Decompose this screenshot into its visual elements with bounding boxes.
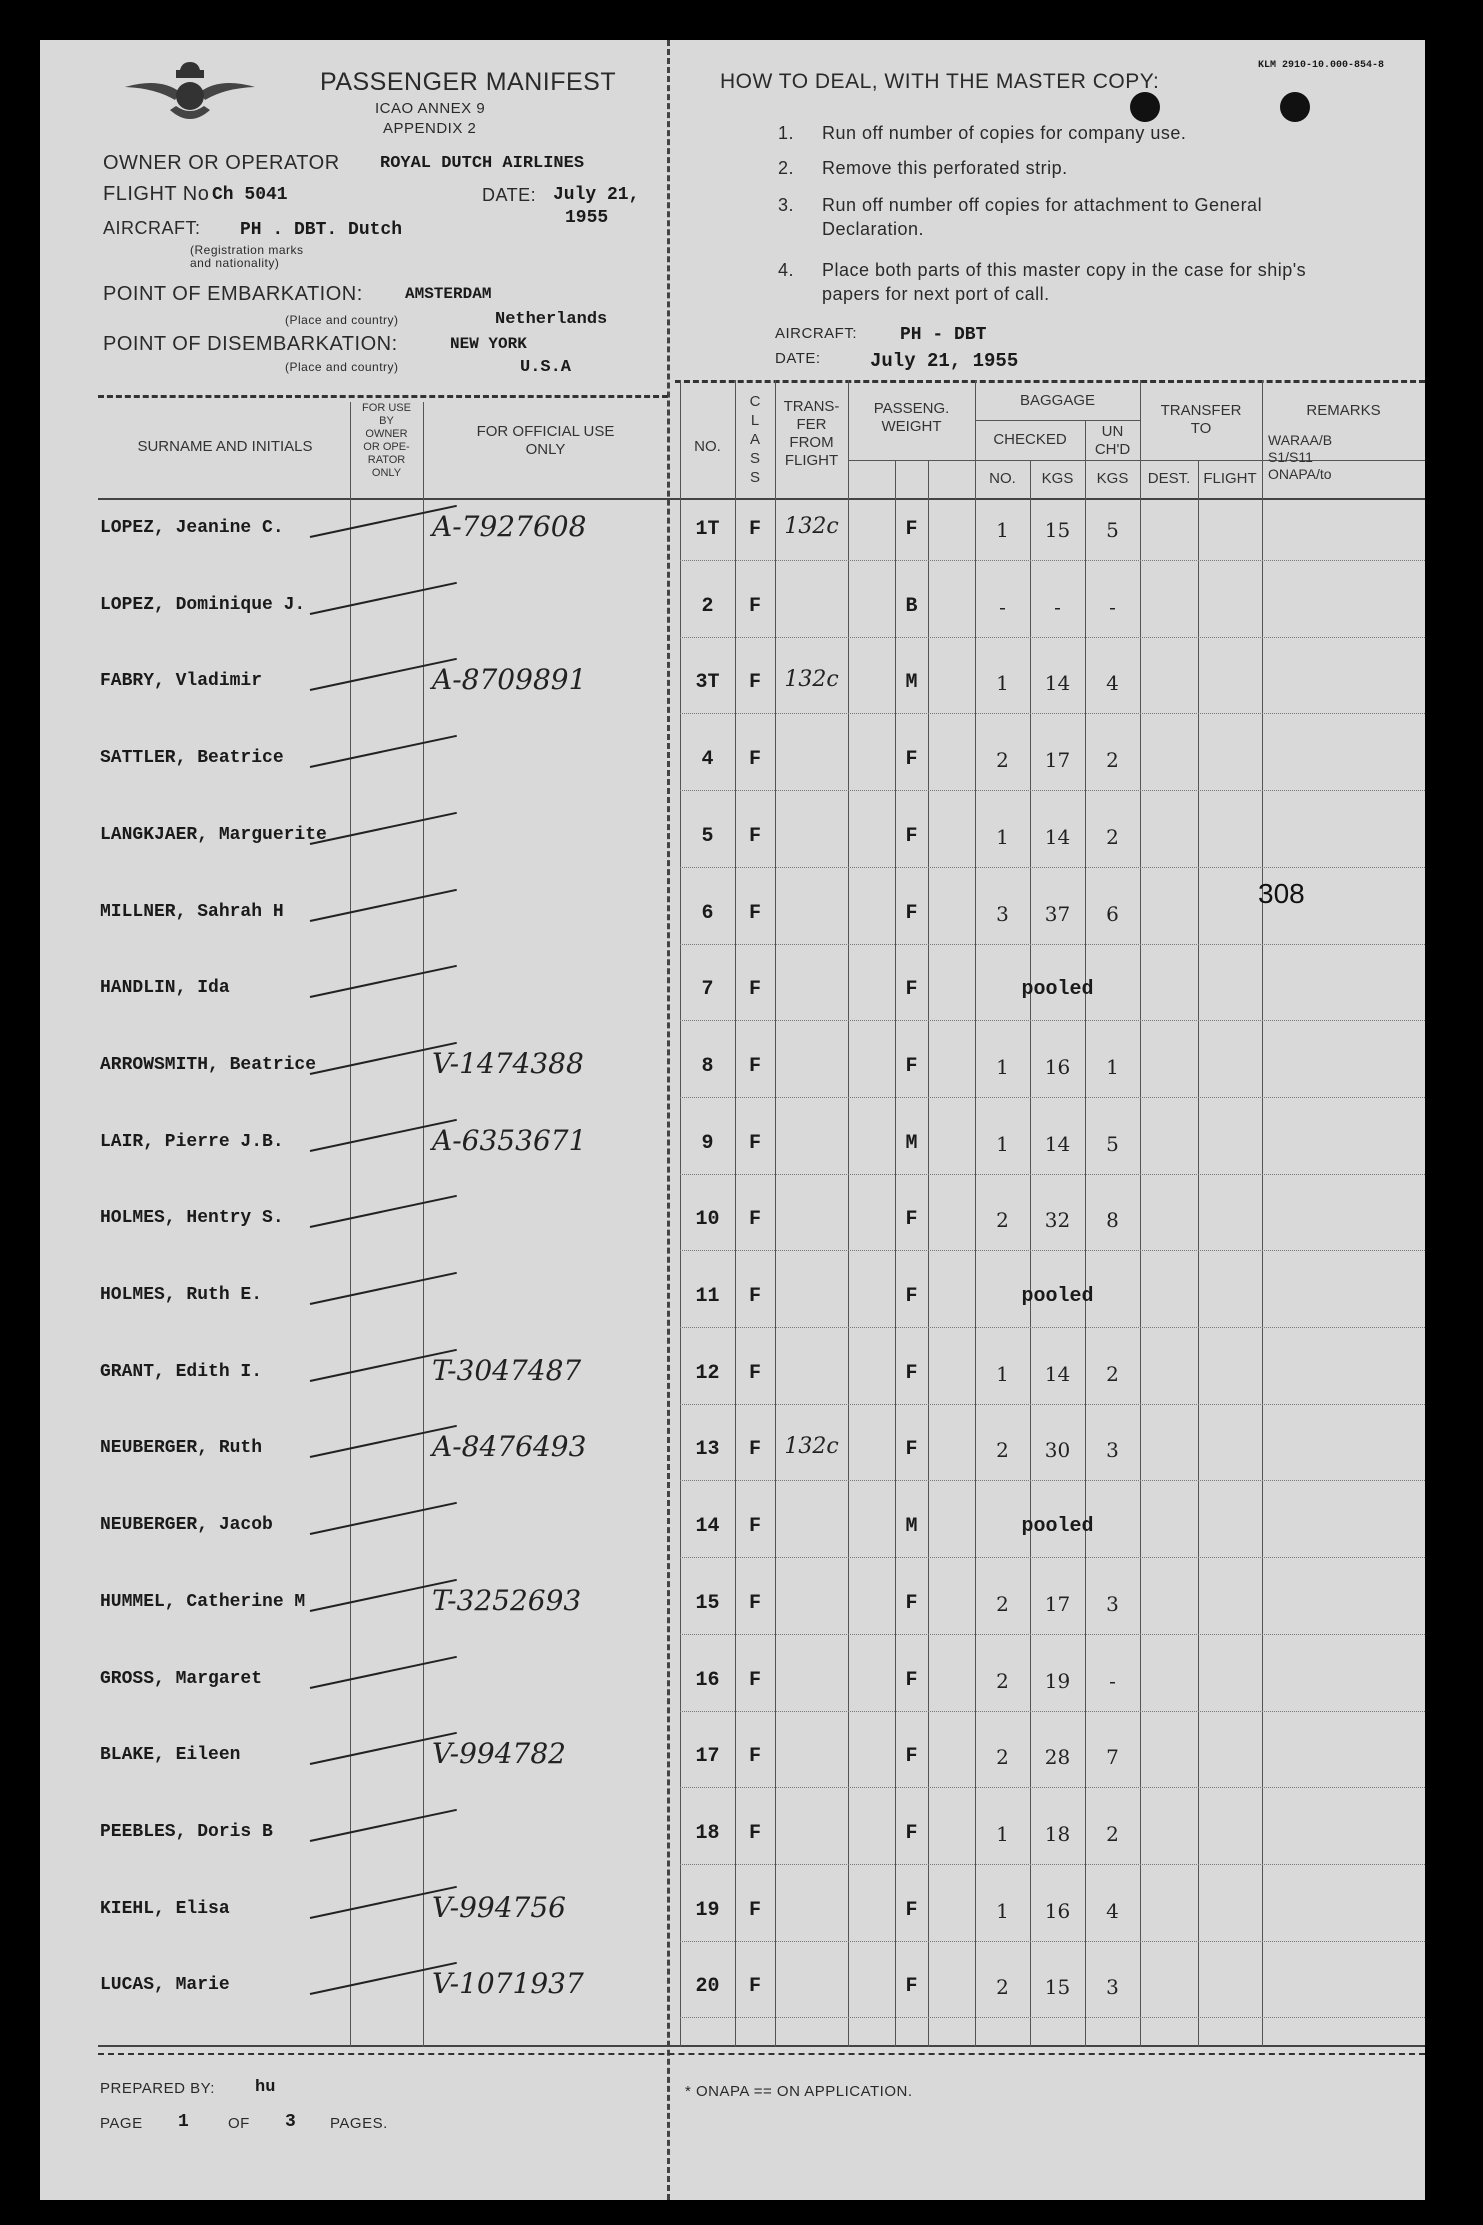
passenger-number: 1T [695, 518, 720, 541]
right-date-value: July 21, 1955 [870, 350, 1019, 372]
embark-label: POINT OF EMBARKATION: [103, 283, 363, 305]
row-rule [680, 1404, 1425, 1405]
passenger-name: BLAKE, Eileen [100, 1745, 241, 1765]
passenger-number: 5 [701, 825, 714, 848]
passenger-sex: F [905, 1362, 918, 1385]
baggage-count: 2 [996, 1208, 1009, 1232]
baggage-kgs: 28 [1044, 1745, 1071, 1769]
col-unchd-kgs: KGS [1096, 470, 1129, 487]
passenger-name: MILLNER, Sahrah H [100, 902, 284, 922]
baggage-kgs: 17 [1044, 748, 1071, 772]
baggage-kgs: 17 [1044, 1592, 1071, 1616]
baggage-kgs: 19 [1044, 1669, 1071, 1693]
disembark-value: NEW YORK [450, 335, 527, 353]
passenger-class: F [748, 1362, 761, 1385]
official-passport-number: V-1071937 [432, 1967, 584, 2000]
passenger-class: F [748, 1132, 761, 1155]
check-tick-mark [310, 812, 457, 845]
passenger-name: GROSS, Margaret [100, 1669, 263, 1689]
official-passport-number: A-8709891 [432, 663, 587, 696]
date-value-2: 1955 [565, 208, 609, 228]
unchecked-kgs: 3 [1106, 1438, 1119, 1462]
passenger-class: F [748, 748, 761, 771]
manifest-title: PASSENGER MANIFEST [320, 68, 617, 96]
passenger-sex: F [905, 1438, 918, 1461]
unchecked-kgs: 2 [1106, 825, 1119, 849]
date-label: DATE: [482, 185, 537, 205]
transfer-from-flight: 132c [784, 667, 839, 692]
aircraft-note-1: (Registration marks [190, 243, 304, 257]
passenger-sex: M [905, 1515, 918, 1538]
col-official: FOR OFFICIAL USE ONLY [476, 423, 615, 458]
check-tick-mark [310, 965, 457, 998]
passenger-class: F [748, 1899, 761, 1922]
passenger-name: HOLMES, Ruth E. [100, 1285, 263, 1305]
passenger-class: F [748, 1592, 761, 1615]
icao-annex: ICAO ANNEX 9 [375, 100, 486, 117]
baggage-kgs: 37 [1044, 902, 1071, 926]
passenger-name: NEUBERGER, Jacob [100, 1515, 273, 1535]
baggage-kgs: 14 [1044, 825, 1071, 849]
passenger-class: F [748, 978, 761, 1001]
col-dest: DEST. [1147, 470, 1191, 487]
passenger-number: 7 [701, 978, 714, 1001]
row-rule [680, 713, 1425, 714]
row-rule [680, 1941, 1425, 1942]
perforation-line [667, 40, 670, 2200]
unchecked-kgs: 5 [1106, 1132, 1119, 1156]
baggage-count: 2 [996, 1592, 1009, 1616]
check-tick-mark [310, 1502, 457, 1535]
transfer-from-flight: 132c [784, 514, 839, 539]
passenger-name: LOPEZ, Jeanine C. [100, 518, 284, 538]
right-aircraft-value: PH - DBT [900, 325, 987, 345]
baggage-count: 3 [996, 902, 1009, 926]
passenger-name: FABRY, Vladimir [100, 671, 263, 691]
passenger-number: 18 [695, 1822, 720, 1845]
passenger-class: F [748, 1438, 761, 1461]
date-value-1: July 21, [553, 185, 640, 205]
unchecked-kgs: - [1109, 595, 1116, 619]
unchecked-kgs: 3 [1106, 1975, 1119, 1999]
transfer-from-flight: 132c [784, 1434, 839, 1459]
baggage-count: 2 [996, 1438, 1009, 1462]
row-rule [680, 1711, 1425, 1712]
check-tick-mark [310, 1656, 457, 1689]
unchecked-kgs: 4 [1106, 671, 1119, 695]
baggage-count: 1 [996, 1055, 1009, 1079]
punch-hole [1280, 92, 1310, 122]
official-passport-number: A-8476493 [432, 1430, 587, 1463]
form-code: KLM 2910-10.000-854-8 [1258, 60, 1385, 71]
row-rule [680, 637, 1425, 638]
disembark-country: U.S.A [520, 358, 572, 377]
row-rule [680, 1327, 1425, 1328]
row-rule [680, 790, 1425, 791]
aircraft-value: PH . DBT. Dutch [240, 220, 403, 240]
unchecked-kgs: 8 [1106, 1208, 1119, 1232]
row-rule [680, 1174, 1425, 1175]
passenger-number: 3T [695, 671, 720, 694]
appendix: APPENDIX 2 [383, 120, 477, 137]
check-tick-mark [310, 582, 457, 615]
onapa-note: * ONAPA == ON APPLICATION. [685, 2083, 913, 2100]
instruction-3: Run off number off copies for attachment to General [822, 195, 1263, 215]
passenger-sex: F [905, 1822, 918, 1845]
unchecked-kgs: 5 [1106, 518, 1119, 542]
row-rule [680, 1787, 1425, 1788]
table-bottom-line [98, 2045, 1425, 2047]
passenger-class: F [748, 671, 761, 694]
baggage-kgs: 16 [1044, 1899, 1071, 1923]
passenger-sex: F [905, 518, 918, 541]
instruction-3b: Declaration. [822, 219, 925, 239]
baggage-kgs: 18 [1044, 1822, 1071, 1846]
col-remarks: REMARKS [1306, 402, 1381, 419]
instruction-2-num: 2. [778, 158, 795, 178]
col-no: NO. [694, 438, 721, 455]
col-line [423, 402, 424, 2047]
col-line [1140, 380, 1141, 2047]
passenger-sex: M [905, 671, 918, 694]
instructions-title: HOW TO DEAL, WITH THE MASTER COPY: [720, 70, 1160, 93]
baggage-count: 2 [996, 1975, 1009, 1999]
col-transfer-from: TRANS- FER FROM FLIGHT [783, 398, 840, 469]
col-line [975, 460, 1140, 461]
aircraft-label: AIRCRAFT: [103, 218, 201, 238]
pages-label: PAGES. [330, 2115, 388, 2132]
embark-country: Netherlands [495, 310, 608, 329]
passenger-name: KIEHL, Elisa [100, 1899, 230, 1919]
instruction-4: Place both parts of this master copy in the case for ship's [822, 260, 1307, 280]
unchecked-kgs: 1 [1106, 1055, 1119, 1079]
passenger-sex: F [905, 978, 918, 1001]
col-baggage: BAGGAGE [1019, 392, 1096, 409]
check-tick-mark [310, 889, 457, 922]
passenger-class: F [748, 1285, 761, 1308]
baggage-kgs: 30 [1044, 1438, 1071, 1462]
passenger-sex: F [905, 1669, 918, 1692]
passenger-number: 6 [701, 902, 714, 925]
official-passport-number: V-994782 [432, 1737, 566, 1770]
col-passeng-weight: PASSENG. WEIGHT [873, 400, 950, 435]
passenger-number: 15 [695, 1592, 720, 1615]
passenger-number: 2 [701, 595, 714, 618]
col-flight: FLIGHT [1203, 470, 1257, 487]
col-bag-no: NO. [989, 470, 1016, 487]
row-rule [680, 1097, 1425, 1098]
col-line [848, 460, 975, 461]
passenger-name: HOLMES, Hentry S. [100, 1208, 284, 1228]
col-surname: SURNAME AND INITIALS [137, 438, 313, 455]
passenger-class: F [748, 1055, 761, 1078]
passenger-number: 11 [695, 1285, 720, 1308]
col-class: C L A S S [749, 393, 761, 486]
passenger-number: 10 [695, 1208, 720, 1231]
passenger-sex: M [905, 1132, 918, 1155]
baggage-pooled: pooled [1021, 1515, 1094, 1538]
baggage-count: 2 [996, 1745, 1009, 1769]
check-tick-mark [310, 735, 457, 768]
disembark-label: POINT OF DISEMBARKATION: [103, 333, 398, 355]
passenger-class: F [748, 1745, 761, 1768]
passenger-number: 16 [695, 1669, 720, 1692]
of-label: OF [228, 2115, 250, 2132]
check-tick-mark [310, 1809, 457, 1842]
baggage-count: 1 [996, 1362, 1009, 1386]
row-rule [680, 867, 1425, 868]
baggage-kgs: 15 [1044, 1975, 1071, 1999]
row-rule [680, 1250, 1425, 1251]
row-rule [680, 1864, 1425, 1865]
official-passport-number: V-1474388 [432, 1047, 584, 1080]
passenger-name: LAIR, Pierre J.B. [100, 1132, 284, 1152]
col-line [1030, 460, 1031, 2047]
instruction-4-num: 4. [778, 260, 795, 280]
check-tick-mark [310, 1272, 457, 1305]
baggage-count: 1 [996, 825, 1009, 849]
official-passport-number: T-3047487 [432, 1354, 582, 1387]
check-tick-mark [310, 1195, 457, 1228]
official-passport-number: A-6353671 [432, 1124, 587, 1157]
baggage-count: 2 [996, 1669, 1009, 1693]
instruction-4b: papers for next port of call. [822, 284, 1050, 304]
official-passport-number: T-3252693 [432, 1584, 582, 1617]
baggage-kgs: 14 [1044, 671, 1071, 695]
row-rule [680, 2017, 1425, 2018]
passenger-sex: F [905, 748, 918, 771]
prepared-value: hu [255, 2078, 276, 2097]
passenger-name: LANGKJAER, Marguerite [100, 825, 327, 845]
col-checked: CHECKED [993, 431, 1067, 448]
passenger-name: PEEBLES, Doris B [100, 1822, 273, 1842]
passenger-number: 14 [695, 1515, 720, 1538]
col-transfer-to: TRANSFER TO [1160, 402, 1242, 437]
right-date-label: DATE: [775, 350, 821, 367]
baggage-kgs: 16 [1044, 1055, 1071, 1079]
unchecked-kgs: 6 [1106, 902, 1119, 926]
baggage-kgs: 14 [1044, 1362, 1071, 1386]
row-rule [680, 560, 1425, 561]
flight-value: Ch 5041 [212, 185, 288, 205]
baggage-count: 1 [996, 518, 1009, 542]
instruction-2: Remove this perforated strip. [822, 158, 1068, 178]
passenger-sex: F [905, 825, 918, 848]
unchecked-kgs: 7 [1106, 1745, 1119, 1769]
baggage-count: 1 [996, 1899, 1009, 1923]
page-total: 3 [285, 2112, 296, 2132]
baggage-count: 1 [996, 1132, 1009, 1156]
embark-note: (Place and country) [285, 313, 399, 327]
prepared-label: PREPARED BY: [100, 2080, 215, 2097]
passenger-class: F [748, 1669, 761, 1692]
unchecked-kgs: 3 [1106, 1592, 1119, 1616]
passenger-class: F [748, 1515, 761, 1538]
passenger-sex: F [905, 1745, 918, 1768]
passenger-number: 20 [695, 1975, 720, 1998]
unchecked-kgs: 2 [1106, 1362, 1119, 1386]
col-line [775, 380, 776, 2047]
header-bottom-line [98, 498, 1425, 500]
baggage-count: - [999, 595, 1006, 619]
baggage-pooled: pooled [1021, 978, 1094, 1001]
header-divider [98, 395, 668, 398]
baggage-pooled: pooled [1021, 1285, 1094, 1308]
passenger-class: F [748, 1208, 761, 1231]
passenger-number: 8 [701, 1055, 714, 1078]
baggage-count: 2 [996, 748, 1009, 772]
col-line [895, 460, 896, 2047]
baggage-kgs: 15 [1044, 518, 1071, 542]
footer-line [98, 2053, 1425, 2055]
col-unchd: UN CH'D [1094, 423, 1131, 458]
col-owner-use: FOR USE BY OWNER OR OPE- RATOR ONLY [362, 402, 411, 479]
passenger-name: LOPEZ, Dominique J. [100, 595, 306, 615]
col-line [350, 402, 351, 2047]
passenger-class: F [748, 595, 761, 618]
owner-value: ROYAL DUTCH AIRLINES [380, 154, 585, 173]
passenger-name: HUMMEL, Catherine M [100, 1592, 306, 1612]
page-num: 1 [178, 2112, 189, 2132]
passenger-sex: F [905, 1975, 918, 1998]
row-rule [680, 1480, 1425, 1481]
baggage-count: 1 [996, 671, 1009, 695]
passenger-name: ARROWSMITH, Beatrice [100, 1055, 317, 1075]
owner-label: OWNER OR OPERATOR [103, 152, 340, 174]
passenger-name: LUCAS, Marie [100, 1975, 230, 1995]
baggage-kgs: - [1054, 595, 1061, 619]
unchecked-kgs: 4 [1106, 1899, 1119, 1923]
passenger-sex: F [905, 1208, 918, 1231]
passenger-number: 12 [695, 1362, 720, 1385]
instruction-1-num: 1. [778, 123, 795, 143]
passenger-name: SATTLER, Beatrice [100, 748, 284, 768]
passenger-number: 13 [695, 1438, 720, 1461]
passenger-class: F [748, 902, 761, 925]
passenger-name: GRANT, Edith I. [100, 1362, 263, 1382]
col-line [975, 420, 1140, 421]
klm-crown-logo [120, 52, 260, 132]
passenger-class: F [748, 825, 761, 848]
official-passport-number: V-994756 [432, 1891, 566, 1924]
unchecked-kgs: 2 [1106, 1822, 1119, 1846]
baggage-kgs: 14 [1044, 1132, 1071, 1156]
col-line [928, 460, 929, 2047]
margin-annotation-308: 308 [1258, 878, 1305, 909]
passenger-class: F [748, 518, 761, 541]
embark-value: AMSTERDAM [405, 285, 492, 303]
passenger-sex: F [905, 1285, 918, 1308]
right-aircraft-label: AIRCRAFT: [775, 325, 858, 342]
passenger-sex: F [905, 1592, 918, 1615]
col-line [1198, 460, 1199, 2047]
punch-hole [1130, 92, 1160, 122]
passenger-number: 19 [695, 1899, 720, 1922]
disembark-note: (Place and country) [285, 360, 399, 374]
col-line [848, 380, 849, 2047]
page-label: PAGE [100, 2115, 143, 2132]
passenger-sex: F [905, 1899, 918, 1922]
aircraft-note-2: and nationality) [190, 256, 280, 270]
header-divider-right [675, 380, 1425, 383]
passenger-number: 17 [695, 1745, 720, 1768]
passenger-number: 4 [701, 748, 714, 771]
instruction-3-num: 3. [778, 195, 795, 215]
passenger-number: 9 [701, 1132, 714, 1155]
unchecked-kgs: - [1109, 1669, 1116, 1693]
passenger-name: HANDLIN, Ida [100, 978, 230, 998]
passenger-sex: F [905, 1055, 918, 1078]
manifest-sheet [40, 40, 1425, 2200]
row-rule [680, 1020, 1425, 1021]
passenger-sex: B [905, 595, 918, 618]
unchecked-kgs: 2 [1106, 748, 1119, 772]
flight-label: FLIGHT No [103, 183, 210, 205]
passenger-name: NEUBERGER, Ruth [100, 1438, 263, 1458]
baggage-kgs: 32 [1044, 1208, 1071, 1232]
col-line [1085, 420, 1086, 2047]
baggage-count: 1 [996, 1822, 1009, 1846]
passenger-sex: F [905, 902, 918, 925]
col-bag-kgs: KGS [1041, 470, 1074, 487]
col-remarks-sub: WARAA/B S1/S11 ONAPA/to [1268, 432, 1333, 482]
row-rule [680, 1634, 1425, 1635]
official-passport-number: A-7927608 [432, 510, 587, 543]
instruction-1: Run off number of copies for company use. [822, 123, 1187, 143]
passenger-class: F [748, 1822, 761, 1845]
passenger-class: F [748, 1975, 761, 1998]
row-rule [680, 944, 1425, 945]
row-rule [680, 1557, 1425, 1558]
col-line [1262, 380, 1263, 2047]
